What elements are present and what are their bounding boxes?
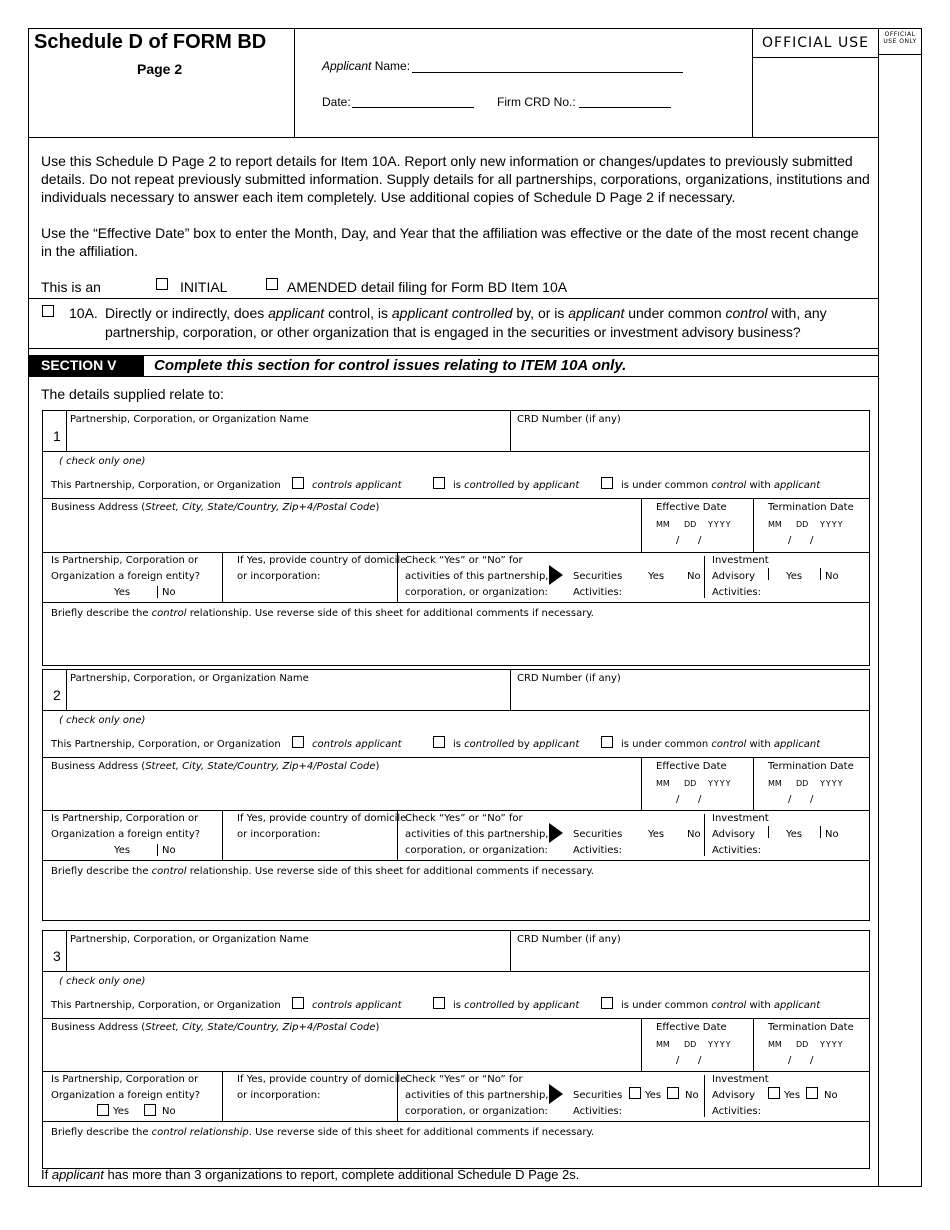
entry-1-check-yes-no-2: activities of this partnership, <box>405 571 549 582</box>
entry-2-controls-applicant-label: controls applicant <box>312 739 402 750</box>
entry-1-crd-divider <box>510 410 511 451</box>
entry-3-rule-4 <box>42 1121 870 1122</box>
date-label: Date: <box>322 95 351 109</box>
entry-3-effective-slash-2: / <box>698 1055 702 1066</box>
entry-2-domicile-label-1: If Yes, provide country of domicile <box>237 813 407 824</box>
entry-3-investment-label-2: Advisory <box>712 1090 756 1101</box>
footer-note: If applicant has more than 3 organizations to report, complete additional Schedule D Page 2s. <box>41 1167 580 1182</box>
entry-2-securities-no-label: No <box>687 829 701 840</box>
entry-1-date-divider <box>753 498 754 552</box>
entry-1-crd-label: CRD Number (if any) <box>517 414 621 425</box>
entry-3-investment-yes-checkbox[interactable] <box>768 1087 780 1099</box>
entry-3-investment-label-3: Activities: <box>712 1106 761 1117</box>
entry-1-controls-applicant-label: controls applicant <box>312 480 402 491</box>
entry-2-securities-yes-label: Yes <box>648 829 665 840</box>
entry-3-number: 3 <box>53 948 61 964</box>
entry-3-org-name-field[interactable] <box>70 950 506 968</box>
entry-3-investment-yes-label: Yes <box>784 1090 801 1101</box>
section-v-top-rule <box>28 355 879 356</box>
entry-3-rule-2 <box>42 1018 870 1019</box>
entry-1-number-divider <box>66 410 67 451</box>
entry-3-effective-date-label: Effective Date <box>656 1022 727 1033</box>
entry-2-number-divider <box>66 669 67 710</box>
entry-2-domicile-label-2: or incorporation: <box>237 829 321 840</box>
entry-2-investment-yes-label: Yes <box>786 829 803 840</box>
entry-1-termination-mm: MM <box>768 520 782 529</box>
entry-3-effective-dd: DD <box>684 1040 697 1049</box>
entry-2-crd-field[interactable] <box>517 689 865 707</box>
section-v-bottom-rule <box>28 376 879 377</box>
entry-2-termination-date-label: Termination Date <box>768 761 854 772</box>
entry-3-foreign-no-label: No <box>162 1106 176 1117</box>
entry-1-foreign-yes-label: Yes <box>114 587 131 598</box>
official-use-label: OFFICIAL USE <box>762 35 869 51</box>
entry-2-is-controlled-checkbox[interactable] <box>433 736 445 748</box>
section-v-heading: Complete this section for control issues relating to ITEM 10A only. <box>154 357 627 374</box>
initial-checkbox[interactable] <box>156 278 168 290</box>
details-intro: The details supplied relate to: <box>41 386 224 402</box>
entry-2-check-yes-no-1: Check “Yes” or “No” for <box>405 813 523 824</box>
entry-3-check-yes-no-1: Check “Yes” or “No” for <box>405 1074 523 1085</box>
entry-1-rule-2 <box>42 498 870 499</box>
entry-1-org-name-label: Partnership, Corporation, or Organization Name <box>70 414 309 425</box>
entry-1-effective-date-label: Effective Date <box>656 502 727 513</box>
entry-1-investment-yes-checkbox[interactable] <box>768 568 769 580</box>
entry-3-controls-applicant-checkbox[interactable] <box>292 997 304 1009</box>
entry-3-effective-slash-1: / <box>676 1055 680 1066</box>
entry-2-crd-label: CRD Number (if any) <box>517 673 621 684</box>
entry-1-domicile-label-1: If Yes, provide country of domicile <box>237 555 407 566</box>
entry-2-effective-date-label: Effective Date <box>656 761 727 772</box>
entry-1-number: 1 <box>53 428 61 444</box>
entry-3-org-name-label: Partnership, Corporation, or Organization Name <box>70 934 309 945</box>
instructions-bottom-rule <box>28 298 879 299</box>
entry-1-effective-slash-1: / <box>676 535 680 546</box>
official-column-divider <box>878 28 879 1187</box>
entry-3-termination-yyyy: YYYY <box>820 1040 844 1049</box>
item-10a-text-line2: partnership, corporation, or other organization that is engaged in the securities or investment advisory business? <box>105 324 801 340</box>
entry-3-foreign-yes-checkbox[interactable] <box>97 1104 109 1116</box>
entry-1-effective-yyyy: YYYY <box>708 520 732 529</box>
entry-1-investment-label-2: Advisory <box>712 571 756 582</box>
entry-2-crd-divider <box>510 669 511 710</box>
entry-3-business-address-field[interactable] <box>51 1038 636 1068</box>
entry-2-securities-label-2: Activities: <box>573 845 622 856</box>
header-divider-1 <box>294 28 295 138</box>
entry-2-effective-date-field[interactable] <box>656 791 736 807</box>
entry-1-termination-yyyy: YYYY <box>820 520 844 529</box>
section-v-label: SECTION V <box>41 357 117 373</box>
entry-2-foreign-yes-label: Yes <box>114 845 131 856</box>
entry-1-termination-slash-2: / <box>810 535 814 546</box>
entry-2-rule-1 <box>42 710 870 711</box>
entry-2-rule-2 <box>42 757 870 758</box>
entry-1-foreign-divider <box>222 552 223 602</box>
entry-1-is-controlled-checkbox[interactable] <box>433 477 445 489</box>
entry-1-foreign-no-label: No <box>162 587 176 598</box>
entry-2-foreign-q2: Organization a foreign entity? <box>51 829 201 840</box>
entry-1-activities-divider <box>704 556 705 598</box>
entry-2-check-yes-no-3: corporation, or organization: <box>405 845 548 856</box>
entry-2-domicile-field[interactable] <box>237 844 387 858</box>
entry-1-securities-no-label: No <box>687 571 701 582</box>
entry-2-date-divider <box>753 757 754 810</box>
entry-3-number-divider <box>66 930 67 971</box>
entry-3-securities-label-2: Activities: <box>573 1106 622 1117</box>
entry-1-rule-3 <box>42 552 870 553</box>
entry-2-termination-mm: MM <box>768 779 782 788</box>
entry-2-foreign-no-checkbox[interactable] <box>157 844 158 856</box>
entry-3-securities-yes-label: Yes <box>645 1090 662 1101</box>
entry-3-investment-no-label: No <box>824 1090 838 1101</box>
entry-1-org-name-field[interactable] <box>70 430 506 448</box>
entry-2-termination-dd: DD <box>796 779 809 788</box>
entry-3-is-controlled-label: is controlled by applicant <box>453 1000 580 1011</box>
entry-3-effective-yyyy: YYYY <box>708 1040 732 1049</box>
entry-1-business-address-label: Business Address (Street, City, State/Country, Zip+4/Postal Code) <box>51 502 380 513</box>
entry-1-foreign-q2: Organization a foreign entity? <box>51 571 201 582</box>
entry-2-describe-label: Briefly describe the control relationship. Use reverse side of this sheet for additional comments if necessary. <box>51 866 594 877</box>
entry-3-foreign-divider <box>222 1071 223 1121</box>
entry-1-investment-label-1: Investment <box>712 555 769 566</box>
instructions-para2: Use the “Effective Date” box to enter the Month, Day, and Year that the affiliation was effective or the date of the most recent change in the affiliation. <box>41 225 859 259</box>
entry-2-describe-field[interactable] <box>51 882 861 915</box>
entry-3-arrow-icon <box>549 1084 563 1104</box>
entry-2-termination-slash-2: / <box>810 794 814 805</box>
entry-1-arrow-icon <box>549 565 563 585</box>
entry-3-foreign-q2: Organization a foreign entity? <box>51 1090 201 1101</box>
entry-3-activities-divider <box>704 1075 705 1117</box>
form-title: Schedule D of FORM BD <box>34 31 267 53</box>
entry-1-securities-label-2: Activities: <box>573 587 622 598</box>
entry-2-org-name-field[interactable] <box>70 689 506 707</box>
entry-2-rule-3 <box>42 810 870 811</box>
entry-2-termination-yyyy: YYYY <box>820 779 844 788</box>
firm-crd-field[interactable] <box>579 107 671 108</box>
page-label: Page 2 <box>137 61 183 77</box>
item-10a-label: 10A. <box>69 305 98 321</box>
entry-3-securities-label-1: Securities <box>573 1090 623 1101</box>
entry-3-securities-no-checkbox[interactable] <box>667 1087 679 1099</box>
entry-2-org-name-label: Partnership, Corporation, or Organization Name <box>70 673 309 684</box>
entry-3-investment-label-1: Investment <box>712 1074 769 1085</box>
entry-1-describe-field[interactable] <box>51 624 861 660</box>
entry-1-foreign-no-checkbox[interactable] <box>157 586 158 598</box>
entry-3-termination-dd: DD <box>796 1040 809 1049</box>
entry-2-investment-no-checkbox[interactable] <box>820 826 821 838</box>
entry-3-domicile-label-1: If Yes, provide country of domicile <box>237 1074 407 1085</box>
entry-3-controls-applicant-label: controls applicant <box>312 1000 402 1011</box>
entry-3-termination-date-label: Termination Date <box>768 1022 854 1033</box>
entry-3-foreign-no-checkbox[interactable] <box>144 1104 156 1116</box>
entry-1-termination-slash-1: / <box>788 535 792 546</box>
entry-1-check-only-one: ( check only one) <box>59 456 146 467</box>
entry-2-arrow-icon <box>549 823 563 843</box>
entry-2-investment-no-label: No <box>825 829 839 840</box>
entry-2-common-control-checkbox[interactable] <box>601 736 613 748</box>
instructions-para1: Use this Schedule D Page 2 to report details for Item 10A. Report only new information or changes/updates to previously submitted details. Do not repeat previously submitted information. Supply details for all partnerships, corporations, organizations, institutions and individuals necessary to answer each item completely. Use additional copies of Schedule D Page 2 if necessary. <box>41 153 870 205</box>
entry-3-describe-field[interactable] <box>51 1143 861 1163</box>
entry-3-rule-3 <box>42 1071 870 1072</box>
entry-3-domicile-field[interactable] <box>237 1105 387 1119</box>
entry-2-business-address-label: Business Address (Street, City, State/Country, Zip+4/Postal Code) <box>51 761 380 772</box>
this-is-an-label: This is an <box>41 279 101 295</box>
entry-1-domicile-field[interactable] <box>237 586 387 600</box>
entry-2-investment-label-2: Advisory <box>712 829 756 840</box>
entry-1-controls-applicant-checkbox[interactable] <box>292 477 304 489</box>
entry-1-effective-date-field[interactable] <box>656 532 736 548</box>
entry-2-effective-yyyy: YYYY <box>708 779 732 788</box>
entry-3-securities-no-label: No <box>685 1090 699 1101</box>
entry-1-rule-1 <box>42 451 870 452</box>
entry-3-termination-slash-1: / <box>788 1055 792 1066</box>
entry-2-rule-4 <box>42 860 870 861</box>
entry-2-this-org-label: This Partnership, Corporation, or Organization <box>51 739 281 750</box>
initial-label: INITIAL <box>180 279 228 295</box>
entry-3-date-divider <box>753 1018 754 1071</box>
entry-1-common-control-label: is under common control with applicant <box>621 480 821 491</box>
entry-3-common-control-checkbox[interactable] <box>601 997 613 1009</box>
entry-1-termination-date-label: Termination Date <box>768 502 854 513</box>
entry-3-address-divider <box>641 1018 642 1071</box>
entry-2-controls-applicant-checkbox[interactable] <box>292 736 304 748</box>
entry-2-investment-yes-checkbox[interactable] <box>768 826 769 838</box>
entry-2-address-divider <box>641 757 642 810</box>
entry-2-effective-slash-1: / <box>676 794 680 805</box>
entry-2-foreign-no-label: No <box>162 845 176 856</box>
entry-3-describe-label: Briefly describe the control relationship. Use reverse side of this sheet for additional comments if necessary. <box>51 1127 595 1138</box>
entry-2-securities-label-1: Securities <box>573 829 623 840</box>
entry-2-effective-slash-2: / <box>698 794 702 805</box>
entry-1-domicile-label-2: or incorporation: <box>237 571 321 582</box>
entry-3-foreign-q1: Is Partnership, Corporation or <box>51 1074 199 1085</box>
entry-1-effective-dd: DD <box>684 520 697 529</box>
entry-1-securities-yes-label: Yes <box>648 571 665 582</box>
entry-3-is-controlled-checkbox[interactable] <box>433 997 445 1009</box>
entry-1-address-divider <box>641 498 642 552</box>
entry-1-termination-dd: DD <box>796 520 809 529</box>
entry-3-rule-1 <box>42 971 870 972</box>
official-small-divider <box>878 54 922 55</box>
entry-3-common-control-label: is under common control with applicant <box>621 1000 821 1011</box>
entry-1-effective-mm: MM <box>656 520 670 529</box>
entry-1-investment-no-checkbox[interactable] <box>820 568 821 580</box>
entry-1-rule-4 <box>42 602 870 603</box>
entry-2-termination-slash-1: / <box>788 794 792 805</box>
entry-2-common-control-label: is under common control with applicant <box>621 739 821 750</box>
entry-3-securities-yes-checkbox[interactable] <box>629 1087 641 1099</box>
header-divider-2 <box>752 28 753 138</box>
entry-1-investment-no-label: No <box>825 571 839 582</box>
entry-2-is-controlled-label: is controlled by applicant <box>453 739 580 750</box>
entry-3-foreign-yes-label: Yes <box>113 1106 130 1117</box>
entry-1-is-controlled-label: is controlled by applicant <box>453 480 580 491</box>
entry-2-investment-label-3: Activities: <box>712 845 761 856</box>
entry-3-termination-slash-2: / <box>810 1055 814 1066</box>
entry-3-termination-mm: MM <box>768 1040 782 1049</box>
entry-1-this-org-label: This Partnership, Corporation, or Organization <box>51 480 281 491</box>
entry-1-securities-label-1: Securities <box>573 571 623 582</box>
entry-3-check-yes-no-3: corporation, or organization: <box>405 1106 548 1117</box>
amended-label: AMENDED detail filing for Form BD Item 10A <box>287 279 568 295</box>
entry-1-check-yes-no-3: corporation, or organization: <box>405 587 548 598</box>
item-10a-text-line1: Directly or indirectly, does applicant control, is applicant controlled by, or is applicant under common control with, any <box>105 305 827 321</box>
entry-2-foreign-q1: Is Partnership, Corporation or <box>51 813 199 824</box>
applicant-name-field[interactable] <box>412 72 683 73</box>
entry-1-business-address-field[interactable] <box>51 518 636 548</box>
entry-2-foreign-divider <box>222 810 223 860</box>
entry-1-describe-label: Briefly describe the control relationship. Use reverse side of this sheet for additional comments if necessary. <box>51 608 594 619</box>
entry-3-termination-date-field[interactable] <box>768 1052 848 1068</box>
entry-2-check-only-one: ( check only one) <box>59 715 146 726</box>
entry-3-domicile-label-2: or incorporation: <box>237 1090 321 1101</box>
entry-1-common-control-checkbox[interactable] <box>601 477 613 489</box>
entry-2-activities-divider <box>704 814 705 856</box>
entry-2-check-yes-no-2: activities of this partnership, <box>405 829 549 840</box>
entry-3-check-yes-no-2: activities of this partnership, <box>405 1090 549 1101</box>
entry-1-investment-yes-label: Yes <box>786 571 803 582</box>
entry-2-number: 2 <box>53 687 61 703</box>
entry-3-this-org-label: This Partnership, Corporation, or Organization <box>51 1000 281 1011</box>
official-use-rule <box>752 57 878 58</box>
date-field[interactable] <box>352 107 474 108</box>
entry-3-crd-divider <box>510 930 511 971</box>
entry-3-investment-no-checkbox[interactable] <box>806 1087 818 1099</box>
official-use-only-small: OFFICIAL USE ONLY <box>883 31 917 45</box>
entry-1-effective-slash-2: / <box>698 535 702 546</box>
item-10a-bottom-rule <box>28 348 879 349</box>
entry-1-termination-date-field[interactable] <box>768 532 848 548</box>
entry-2-effective-dd: DD <box>684 779 697 788</box>
entry-3-crd-label: CRD Number (if any) <box>517 934 621 945</box>
entry-3-crd-field[interactable] <box>517 950 865 968</box>
entry-2-termination-date-field[interactable] <box>768 791 848 807</box>
entry-1-foreign-q1: Is Partnership, Corporation or <box>51 555 199 566</box>
entry-2-business-address-field[interactable] <box>51 777 636 807</box>
entry-3-effective-mm: MM <box>656 1040 670 1049</box>
entry-1-check-yes-no-1: Check “Yes” or “No” for <box>405 555 523 566</box>
entry-2-effective-mm: MM <box>656 779 670 788</box>
entry-1-crd-field[interactable] <box>517 430 865 448</box>
firm-crd-label: Firm CRD No.: <box>497 95 576 109</box>
entry-1-investment-label-3: Activities: <box>712 587 761 598</box>
entry-3-business-address-label: Business Address (Street, City, State/Country, Zip+4/Postal Code) <box>51 1022 380 1033</box>
item-10a-checkbox[interactable] <box>42 305 54 317</box>
amended-checkbox[interactable] <box>266 278 278 290</box>
entry-3-check-only-one: ( check only one) <box>59 976 146 987</box>
entry-3-effective-date-field[interactable] <box>656 1052 736 1068</box>
applicant-name-label: Applicant Name: <box>322 59 411 73</box>
entry-2-investment-label-1: Investment <box>712 813 769 824</box>
